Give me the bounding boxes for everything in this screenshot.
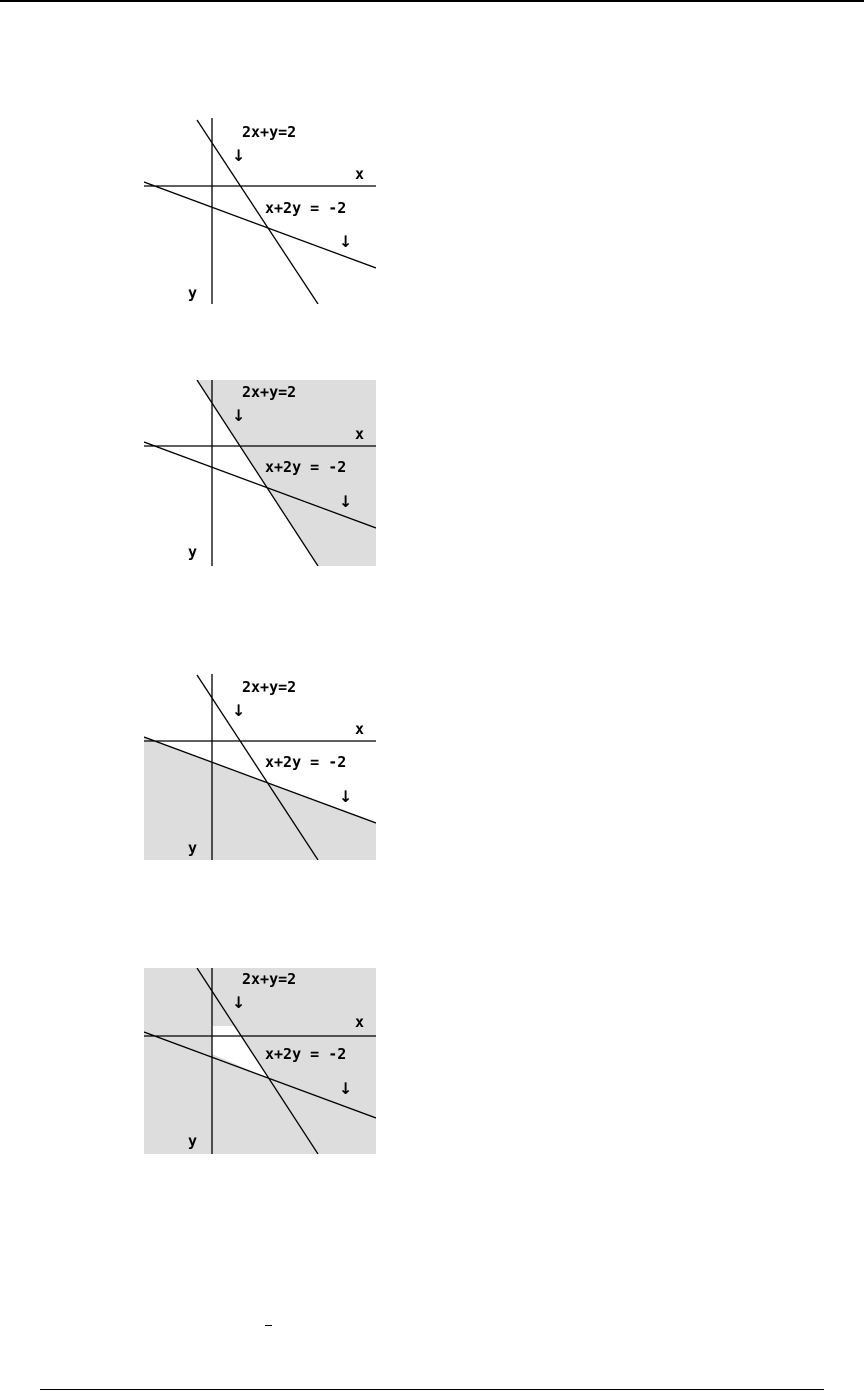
graph-figure-3 <box>144 674 376 860</box>
x-axis-label: x <box>355 425 365 443</box>
label-line-1: 2x+y=2 <box>242 678 297 696</box>
x-axis-label: x <box>355 1013 365 1031</box>
top-rule <box>0 0 864 2</box>
label-line-1: 2x+y=2 <box>242 970 297 988</box>
x-axis-label: x <box>355 720 365 738</box>
down-arrow-icon-1: ↓ <box>232 146 246 165</box>
label-line-1: 2x+y=2 <box>242 383 297 401</box>
down-arrow-icon-2: ↓ <box>339 232 353 251</box>
down-arrow-icon-2: ↓ <box>339 787 353 806</box>
y-axis-label: y <box>188 1132 198 1150</box>
line-x-plus-2y-eq-neg2 <box>144 182 376 268</box>
y-axis-label: y <box>188 284 198 302</box>
stray-mark <box>265 1325 272 1326</box>
graph-figure-1 <box>144 118 376 304</box>
graph-figure-4 <box>144 968 376 1154</box>
graph-figure-2 <box>144 380 376 566</box>
graph-svg-4 <box>144 968 376 1154</box>
label-line-2: x+2y = -2 <box>265 753 347 771</box>
label-line-1: 2x+y=2 <box>242 123 297 141</box>
label-line-2: x+2y = -2 <box>265 458 347 476</box>
label-line-2: x+2y = -2 <box>265 199 347 217</box>
y-axis-label: y <box>188 543 198 561</box>
label-line-2: x+2y = -2 <box>265 1045 347 1063</box>
x-axis-label: x <box>355 165 365 183</box>
down-arrow-icon-1: ↓ <box>232 701 246 720</box>
graph-svg-1 <box>144 118 376 304</box>
down-arrow-icon-1: ↓ <box>232 993 246 1012</box>
down-arrow-icon-1: ↓ <box>232 406 246 425</box>
graph-svg-3 <box>144 674 376 860</box>
bottom-rule <box>40 1389 824 1390</box>
y-axis-label: y <box>188 839 198 857</box>
graph-svg-2 <box>144 380 376 566</box>
down-arrow-icon-2: ↓ <box>339 1079 353 1098</box>
down-arrow-icon-2: ↓ <box>339 492 353 511</box>
